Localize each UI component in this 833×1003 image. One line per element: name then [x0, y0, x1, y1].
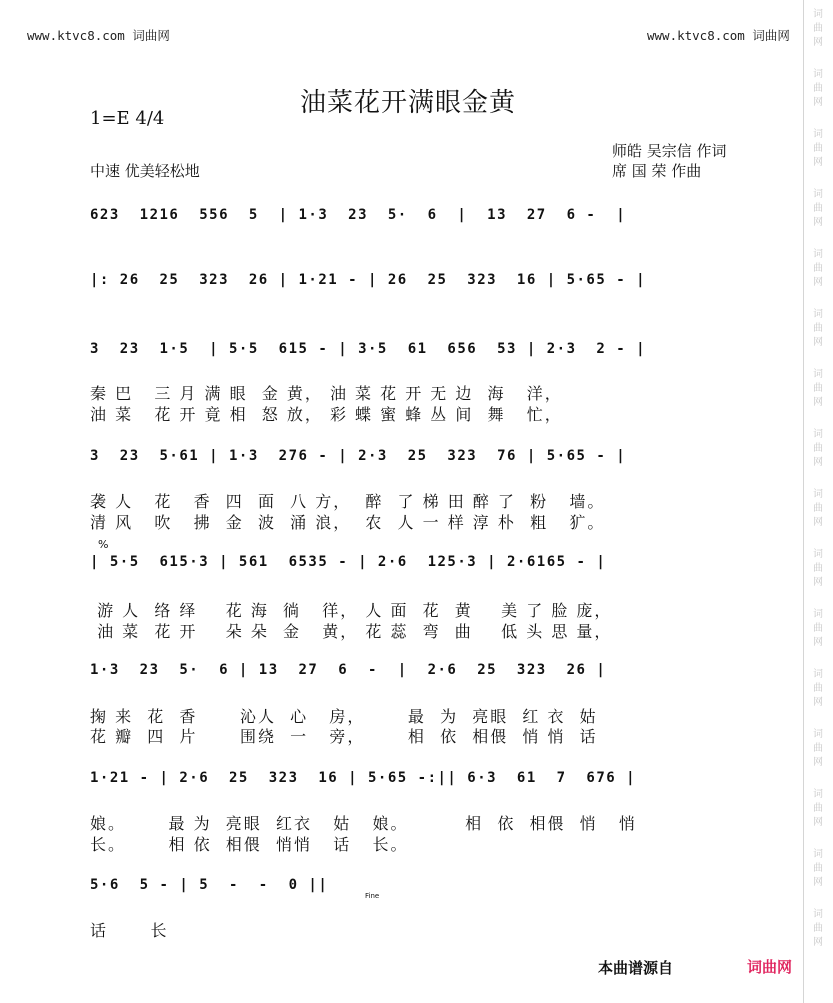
watermark-glyph: 词 [813, 909, 823, 920]
watermark-glyph: 网 [813, 277, 823, 288]
notation-line: 5·6 5 - | 5 - - 0 || [90, 877, 329, 893]
source-label: 本曲谱源自 [598, 959, 674, 977]
watermark-glyph: 网 [813, 697, 823, 708]
watermark-glyph: 网 [813, 157, 823, 168]
lyric-line: 游 人 络 绎 花 海 徜 徉， 人 面 花 黄 美 了 脸 庞， [90, 601, 613, 620]
watermark-glyph: 词 [813, 249, 823, 260]
watermark-glyph: 曲 [813, 623, 823, 634]
notation-line: 1·3 23 5· 6 | 13 27 6 - | 2·6 25 323 26 | [90, 662, 607, 678]
score-row-2 [90, 268, 755, 298]
lyric-line: 长。 相 依 相偎 悄悄 话 长。 [90, 835, 409, 854]
watermark-glyph: 词 [813, 489, 823, 500]
site-link-right[interactable]: www.ktvc8.com 词曲网 [647, 28, 790, 43]
watermark-glyph: 网 [813, 817, 823, 828]
watermark-glyph: 网 [813, 637, 823, 648]
watermark-glyph: 曲 [813, 203, 823, 214]
score-row-6 [90, 658, 755, 688]
lyric-line: 油 菜 花 开 竟 相 怒 放， 彩 蝶 蜜 蜂 丛 间 舞 忙， [90, 405, 563, 424]
score-row-7 [90, 766, 755, 796]
watermark-glyph: 曲 [813, 83, 823, 94]
watermark-glyph: 网 [813, 37, 823, 48]
watermark-glyph: 词 [813, 429, 823, 440]
watermark-glyph: 网 [813, 457, 823, 468]
watermark-glyph: 词 [813, 609, 823, 620]
watermark-glyph: 网 [813, 337, 823, 348]
watermark-glyph: 网 [813, 937, 823, 948]
fine-mark: Fine [365, 892, 380, 900]
watermark-glyph: 曲 [813, 263, 823, 274]
watermark-glyph: 词 [813, 369, 823, 380]
watermark-glyph: 曲 [813, 383, 823, 394]
lyric-line: 娘。 最 为 亮眼 红衣 姑 娘。 相 依 相偎 悄 悄 [90, 814, 637, 833]
watermark-glyph: 词 [813, 9, 823, 20]
score-row-3 [90, 337, 755, 367]
watermark-glyph: 曲 [813, 803, 823, 814]
lyric-line: 掬 来 花 香 沁人 心 房， 最 为 亮眼 红 衣 姑 [90, 707, 598, 726]
key-signature: 1=E 4/4 [90, 108, 165, 129]
watermark-glyph: 词 [813, 129, 823, 140]
watermark-glyph: 曲 [813, 23, 823, 34]
score-row-5 [90, 550, 755, 580]
notation-line: 3 23 1·5 | 5·5 615 - | 3·5 61 656 53 | 2·3 2 - | [90, 341, 647, 357]
lyric-line: 油 菜 花 开 朵 朵 金 黄， 花 蕊 弯 曲 低 头 思 量， [90, 622, 613, 641]
watermark-glyph: 词 [813, 669, 823, 680]
song-title: 油菜花开满眼金黄 [300, 88, 517, 118]
notation-line: 3 23 5·61 | 1·3 276 - | 2·3 25 323 76 | 5·65 - | [90, 448, 627, 464]
brand-link[interactable]: 词曲网 [747, 958, 793, 976]
watermark-glyph: 词 [813, 189, 823, 200]
watermark-glyph: 词 [813, 789, 823, 800]
watermark-glyph: 词 [813, 69, 823, 80]
watermark-glyph: 曲 [813, 863, 823, 874]
watermark-glyph: 网 [813, 877, 823, 888]
watermark-glyph: 曲 [813, 443, 823, 454]
composer-credit: 席 国 荣 作曲 [612, 162, 702, 180]
watermark-glyph: 曲 [813, 143, 823, 154]
segno-mark: % [98, 538, 109, 551]
score-row-8 [90, 873, 755, 903]
watermark-glyph: 网 [813, 397, 823, 408]
watermark-glyph: 曲 [813, 743, 823, 754]
watermark-glyph: 曲 [813, 683, 823, 694]
site-link-left[interactable]: www.ktvc8.com 词曲网 [27, 28, 170, 43]
watermark-glyph: 曲 [813, 323, 823, 334]
watermark-glyph: 曲 [813, 923, 823, 934]
watermark-glyph: 曲 [813, 563, 823, 574]
lyric-line: 清 风 吹 拂 金 波 涌 浪， 农 人 一 样 淳 朴 粗 犷。 [90, 513, 606, 532]
notation-line: | 5·5 615·3 | 561 6535 - | 2·6 125·3 | 2·6165 - | [90, 554, 607, 570]
lyric-line: 秦 巴 三 月 满 眼 金 黄， 油 菜 花 开 无 边 海 洋， [90, 384, 563, 403]
watermark-glyph: 词 [813, 849, 823, 860]
lyric-line: 话 长 [90, 921, 169, 940]
notation-line: 1·21 - | 2·6 25 323 16 | 5·65 -:|| 6·3 61 7 676 | [90, 770, 637, 786]
lyric-line: 花 瓣 四 片 围绕 一 旁， 相 依 相偎 悄 悄 话 [90, 727, 598, 746]
watermark-glyph: 词 [813, 309, 823, 320]
watermark-glyph: 网 [813, 217, 823, 228]
lyricist-credit: 师皓 吴宗信 作词 [612, 142, 727, 160]
watermark-glyph: 网 [813, 577, 823, 588]
notation-line: 623 1216 556 5 | 1·3 23 5· 6 | 13 27 6 - | [90, 207, 627, 223]
watermark-glyph: 网 [813, 517, 823, 528]
watermark-glyph: 词 [813, 549, 823, 560]
tempo-marking: 中速 优美轻松地 [90, 162, 200, 180]
score-row-1 [90, 203, 755, 233]
score-row-4 [90, 444, 755, 474]
watermark-glyph: 曲 [813, 503, 823, 514]
lyric-line: 袭 人 花 香 四 面 八 方， 醉 了 梯 田 醉 了 粉 墙。 [90, 492, 606, 511]
watermark-glyph: 网 [813, 757, 823, 768]
watermark-glyph: 词 [813, 729, 823, 740]
notation-line: |: 26 25 323 26 | 1·21 - | 26 25 323 16 | 5·65 - | [90, 272, 647, 288]
watermark-glyph: 网 [813, 97, 823, 108]
side-watermark [803, 0, 833, 1003]
